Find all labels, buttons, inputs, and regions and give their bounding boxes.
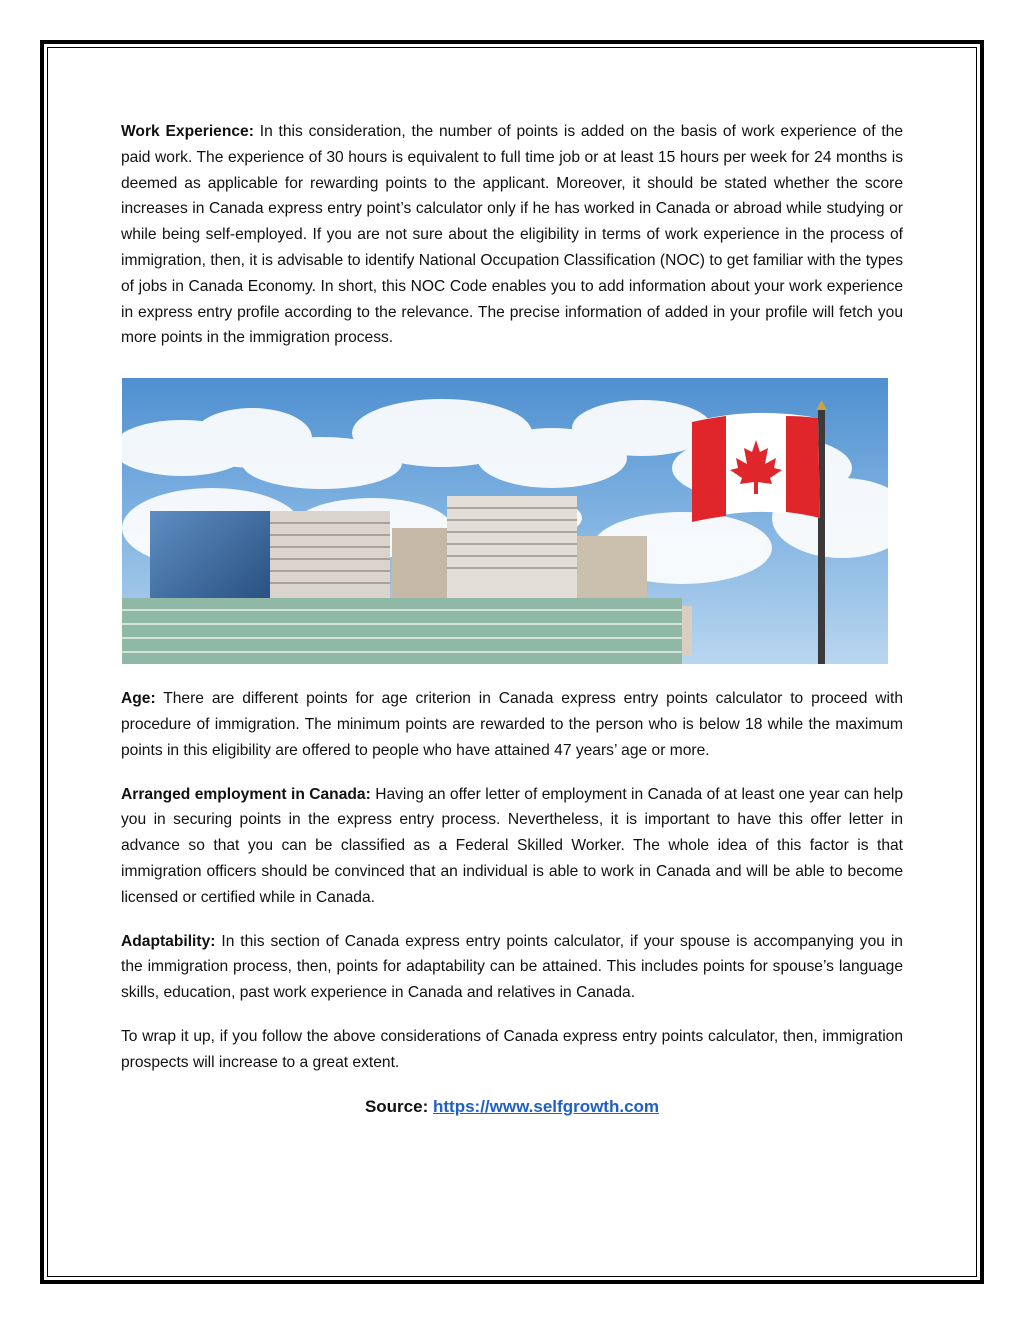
work-experience-heading: Work Experience: <box>121 123 254 140</box>
source-link[interactable]: https://www.selfgrowth.com <box>432 1096 660 1116</box>
skyline-illustration <box>122 378 888 664</box>
arranged-employment-paragraph <box>121 782 903 911</box>
arranged-employment-text: Having an offer letter of employment in Canada of at least one year can help you in securing points in the express entry process. Nevertheless, it is important to have this offer letter in advance so that you can be classified as a Federal Skilled Worker. The whole idea of this factor is that immigration officers should be convinced that an individual is able to work in Canada and will be able to become licensed or certified while in Canada. <box>121 785 904 906</box>
adaptability-text: In this section of Canada express entry points calculator, if your spouse is accompanying you in the immigration process, then, points for adaptability can be attained. This includes points for spouse’s language skills, education, past work experience in Canada and relatives in Canada. <box>121 932 903 1002</box>
canada-flag-skyline-image <box>122 378 888 664</box>
adaptability-paragraph <box>121 929 903 1006</box>
source-label: Source: <box>364 1096 429 1116</box>
age-paragraph <box>121 686 903 763</box>
work-experience-text: In this consideration, the number of points is added on the basis of work experience of the paid work. The experience of 30 hours is equivalent to full time job or at least 15 hours per week for 24 months is deemed as applicable for rewarding points to the applicant. Moreover, it should be stated whether the score increases in Canada express entry point’s calculator only if he has worked in Canada or abroad while studying or while being self-employed. If you are not sure about the eligibility in terms of work experience in the process of immigration, then, it is advisable to identify National Occupation Classification (NOC) to get familiar with the types of jobs in Canada Economy. In short, this NOC Code enables you to add information about your work experience in express entry profile according to the relevance. The precise information of added in your profile will fetch you more points in the immigration process. <box>121 123 903 347</box>
age-text: There are different points for age criterion in Canada express entry points calculator to proceed with procedure of immigration. The minimum points are rewarded to the person who is below 18 while the maximum points in this eligibility are offered to people who have attained 47 years’ age or more. <box>121 690 904 759</box>
document-body <box>121 119 903 1119</box>
source-line <box>121 1094 903 1120</box>
arranged-employment-heading: Arranged employment in Canada: <box>121 785 371 803</box>
conclusion-text: To wrap it up, if you follow the above considerations of Canada express entry points calculator, then, immigration prospects will increase to a great extent. <box>121 1027 903 1071</box>
conclusion-paragraph <box>121 1024 903 1076</box>
work-experience-paragraph <box>121 119 903 351</box>
adaptability-heading: Adaptability: <box>121 932 216 950</box>
age-heading: Age: <box>121 690 156 708</box>
